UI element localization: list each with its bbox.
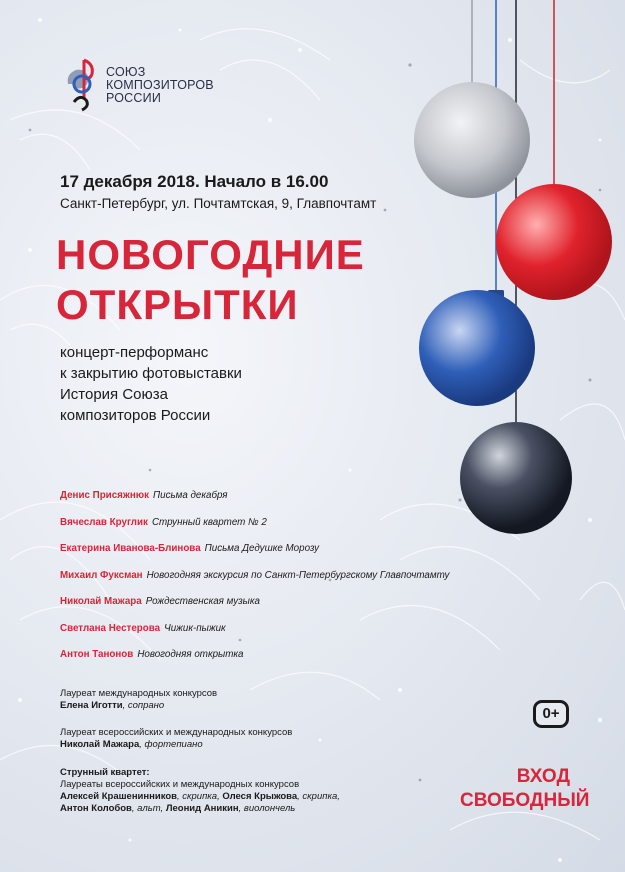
poster-subtitle bbox=[60, 342, 242, 426]
age-rating-badge: 0+ bbox=[533, 700, 569, 728]
program-item bbox=[60, 596, 500, 623]
composer-name: Денис Присяжнюк bbox=[60, 490, 150, 501]
program-item bbox=[60, 490, 500, 517]
composer-name: Екатерина Иванова-Блинова bbox=[60, 543, 201, 554]
composers-union-logo bbox=[62, 54, 222, 116]
performer-role: , скрипка, bbox=[176, 791, 223, 802]
logo-emblem-icon bbox=[62, 54, 102, 114]
quartet-heading: Струнный квартет: bbox=[60, 767, 150, 778]
title-line-2: ОТКРЫТКИ bbox=[56, 281, 299, 328]
quartet-title: Лауреаты всероссийских и международных конкурсов bbox=[60, 779, 300, 790]
subtitle-line-2: к закрытию фотовыставки bbox=[60, 365, 242, 382]
free-entry-label bbox=[460, 765, 590, 813]
work-title: Письма декабря bbox=[153, 490, 228, 501]
performer-soprano bbox=[60, 688, 217, 712]
work-title: Новогодняя открытка bbox=[137, 649, 244, 660]
program-list bbox=[60, 490, 500, 676]
ornament-blue bbox=[419, 290, 535, 406]
performer-role: , альт, bbox=[131, 803, 166, 814]
program-item bbox=[60, 570, 500, 597]
program-item bbox=[60, 649, 500, 676]
composer-name: Вячеслав Круглик bbox=[60, 516, 148, 528]
logo-line-3: РОССИИ bbox=[106, 91, 162, 105]
performer-name: Елена Иготти bbox=[60, 700, 123, 711]
ornament-silver bbox=[414, 82, 530, 198]
work-title: Письма Дедушке Морозу bbox=[204, 543, 320, 554]
performer-role: , скрипка, bbox=[297, 791, 340, 802]
title-line-1: НОВОГОДНИЕ bbox=[56, 231, 365, 278]
performer-piano bbox=[60, 727, 292, 751]
performer-role: , виолончель bbox=[238, 803, 296, 814]
performer-role: , сопрано bbox=[122, 700, 165, 711]
logo-line-1: СОЮЗ bbox=[106, 65, 146, 79]
work-title: Рождественская музыка bbox=[145, 596, 260, 607]
performer-name: Антон Колобов bbox=[60, 803, 132, 814]
program-item bbox=[60, 517, 500, 544]
logo-line-2: КОМПОЗИТОРОВ bbox=[106, 78, 214, 92]
performer-name: Алексей Крашенинников bbox=[60, 791, 177, 802]
entry-line-1: ВХОД bbox=[516, 766, 570, 787]
composer-name: Михаил Фуксман bbox=[60, 569, 143, 581]
event-address: Санкт-Петербург, ул. Почтамтская, 9, Главпочтамт bbox=[60, 196, 377, 211]
work-title: Струнный квартет № 2 bbox=[151, 516, 267, 528]
composer-name: Антон Танонов bbox=[60, 649, 134, 660]
subtitle-line-3: История Союза bbox=[60, 386, 168, 403]
performer-title: Лауреат международных конкурсов bbox=[60, 688, 218, 699]
performer-quartet bbox=[60, 767, 340, 815]
composer-name: Светлана Нестерова bbox=[60, 622, 161, 634]
program-item bbox=[60, 623, 500, 650]
entry-line-2: СВОБОДНЫЙ bbox=[460, 790, 590, 811]
work-title: Новогодняя экскурсия по Санкт-Петербургскому Главпочтамту bbox=[146, 569, 450, 581]
poster-title bbox=[56, 230, 365, 330]
program-item bbox=[60, 543, 500, 570]
subtitle-line-1: концерт-перформанс bbox=[60, 344, 209, 361]
composer-name: Николай Мажара bbox=[60, 596, 142, 607]
performer-name: Олеся Крыжова bbox=[222, 791, 298, 802]
performer-title: Лауреат всероссийских и международных конкурсов bbox=[60, 727, 293, 738]
performer-name: Леонид Аникин bbox=[165, 803, 239, 814]
ornament-red bbox=[496, 184, 612, 300]
performer-role: , фортепиано bbox=[139, 739, 203, 750]
event-date: 17 декабря 2018. Начало в 16.00 bbox=[60, 172, 329, 191]
performer-name: Николай Мажара bbox=[60, 739, 140, 750]
subtitle-line-4: композиторов России bbox=[60, 407, 211, 424]
work-title: Чижик-пыжик bbox=[164, 622, 226, 634]
